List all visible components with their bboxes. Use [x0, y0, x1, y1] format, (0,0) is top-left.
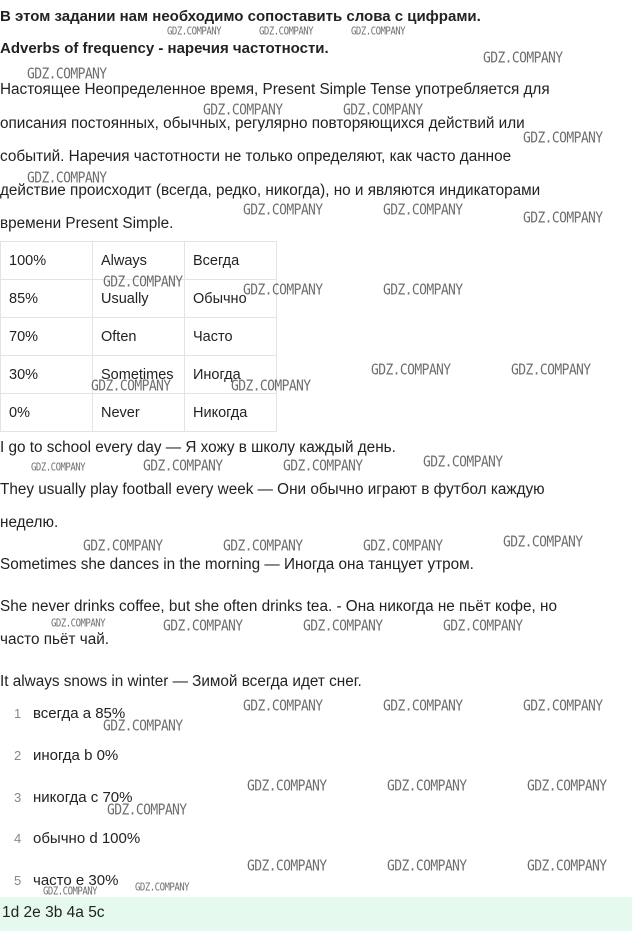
watermark: GDZ.COMPANY — [91, 377, 171, 396]
watermark: GDZ.COMPANY — [387, 777, 467, 796]
table-cell-percent: 100% — [1, 242, 93, 280]
watermark: GDZ.COMPANY — [31, 462, 86, 474]
table-cell-adverb: Usually — [93, 280, 185, 318]
heading: В этом задании нам необходимо сопоставить слова с цифрами. — [0, 8, 481, 25]
list-item-text: иногда b 0% — [33, 747, 119, 764]
intro-line: событий. Наречия частотности не только определяют, как часто данное — [0, 148, 512, 165]
list-item-text: часто e 30% — [33, 872, 119, 889]
watermark: GDZ.COMPANY — [143, 457, 223, 476]
watermark: GDZ.COMPANY — [383, 697, 463, 716]
watermark: GDZ.COMPANY — [135, 882, 190, 894]
intro-line: времени Present Simple. — [0, 215, 174, 232]
intro-line: Настоящее Неопределенное время, Present Simple Tense употребляется для — [0, 81, 550, 98]
table-cell-translation: Никогда — [185, 394, 277, 432]
watermark: GDZ.COMPANY — [503, 533, 583, 552]
intro-line: действие происходит (всегда, редко, никогда), но и являются индикаторами — [0, 182, 541, 199]
list-item-number: 3 — [14, 790, 22, 805]
intro-line: описания постоянных, обычных, регулярно повторяющихся действий или — [0, 115, 525, 132]
table-cell-translation: Всегда — [185, 242, 277, 280]
watermark: GDZ.COMPANY — [511, 361, 591, 380]
watermark: GDZ.COMPANY — [483, 49, 563, 68]
list-item-number: 1 — [14, 706, 22, 721]
watermark: GDZ.COMPANY — [27, 169, 107, 188]
watermark: GDZ.COMPANY — [443, 617, 523, 636]
answer-box — [0, 897, 632, 931]
watermark: GDZ.COMPANY — [247, 857, 327, 876]
list-item-text: всегда a 85% — [33, 705, 126, 722]
list-item-text: никогда c 70% — [33, 789, 133, 806]
table-cell-adverb: Sometimes — [93, 356, 185, 394]
watermark: GDZ.COMPANY — [303, 617, 383, 636]
watermark: GDZ.COMPANY — [223, 537, 303, 556]
watermark: GDZ.COMPANY — [167, 26, 222, 38]
example-sentence: I go to school every day — Я хожу в школу каждый день. — [0, 439, 396, 456]
watermark: GDZ.COMPANY — [27, 65, 107, 84]
watermark: GDZ.COMPANY — [163, 617, 243, 636]
table-cell-percent: 70% — [1, 318, 93, 356]
watermark: GDZ.COMPANY — [259, 26, 314, 38]
watermark: GDZ.COMPANY — [243, 201, 323, 220]
watermark: GDZ.COMPANY — [363, 537, 443, 556]
table-cell-adverb: Always — [93, 242, 185, 280]
watermark: GDZ.COMPANY — [103, 717, 183, 736]
watermark: GDZ.COMPANY — [523, 697, 603, 716]
table-cell-percent: 0% — [1, 394, 93, 432]
watermark: GDZ.COMPANY — [523, 209, 603, 228]
watermark: GDZ.COMPANY — [527, 857, 607, 876]
example-sentence: She never drinks coffee, but she often drinks tea. - Она никогда не пьёт кофе, но — [0, 598, 557, 615]
table-row — [1, 318, 277, 356]
example-sentence: неделю. — [0, 514, 59, 531]
list-item-number: 5 — [14, 873, 22, 888]
subheading: Adverbs of frequency - наречия частотности. — [0, 40, 329, 57]
watermark: GDZ.COMPANY — [387, 857, 467, 876]
watermark: GDZ.COMPANY — [283, 457, 363, 476]
answer-text: 1d 2e 3b 4a 5c — [2, 904, 105, 921]
example-sentence: Sometimes she dances in the morning — Иногда она танцует утром. — [0, 556, 474, 573]
table-cell-percent: 30% — [1, 356, 93, 394]
table-cell-percent: 85% — [1, 280, 93, 318]
list-item-text: обычно d 100% — [33, 830, 141, 847]
watermark: GDZ.COMPANY — [203, 101, 283, 120]
example-sentence: It always snows in winter — Зимой всегда идет снег. — [0, 673, 362, 690]
watermark: GDZ.COMPANY — [51, 618, 106, 630]
table-cell-translation: Часто — [185, 318, 277, 356]
watermark: GDZ.COMPANY — [247, 777, 327, 796]
watermark: GDZ.COMPANY — [243, 281, 323, 300]
list-item-number: 2 — [14, 748, 22, 763]
watermark: GDZ.COMPANY — [423, 453, 503, 472]
table-row — [1, 394, 277, 432]
table-cell-adverb: Never — [93, 394, 185, 432]
table-cell-translation: Иногда — [185, 356, 277, 394]
watermark: GDZ.COMPANY — [351, 26, 406, 38]
watermark: GDZ.COMPANY — [343, 101, 423, 120]
table-cell-translation: Обычно — [185, 280, 277, 318]
watermark: GDZ.COMPANY — [231, 377, 311, 396]
watermark: GDZ.COMPANY — [83, 537, 163, 556]
example-sentence: They usually play football every week — Они обычно играют в футбол каждую — [0, 481, 545, 498]
frequency-table — [0, 241, 277, 432]
list-item-number: 4 — [14, 831, 22, 846]
watermark: GDZ.COMPANY — [103, 273, 183, 292]
watermark: GDZ.COMPANY — [43, 886, 98, 898]
table-cell-adverb: Often — [93, 318, 185, 356]
watermark: GDZ.COMPANY — [243, 697, 323, 716]
watermark: GDZ.COMPANY — [107, 801, 187, 820]
example-sentence: часто пьёт чай. — [0, 631, 110, 648]
watermark: GDZ.COMPANY — [523, 129, 603, 148]
watermark: GDZ.COMPANY — [383, 281, 463, 300]
watermark: GDZ.COMPANY — [383, 201, 463, 220]
watermark: GDZ.COMPANY — [371, 361, 451, 380]
watermark: GDZ.COMPANY — [527, 777, 607, 796]
